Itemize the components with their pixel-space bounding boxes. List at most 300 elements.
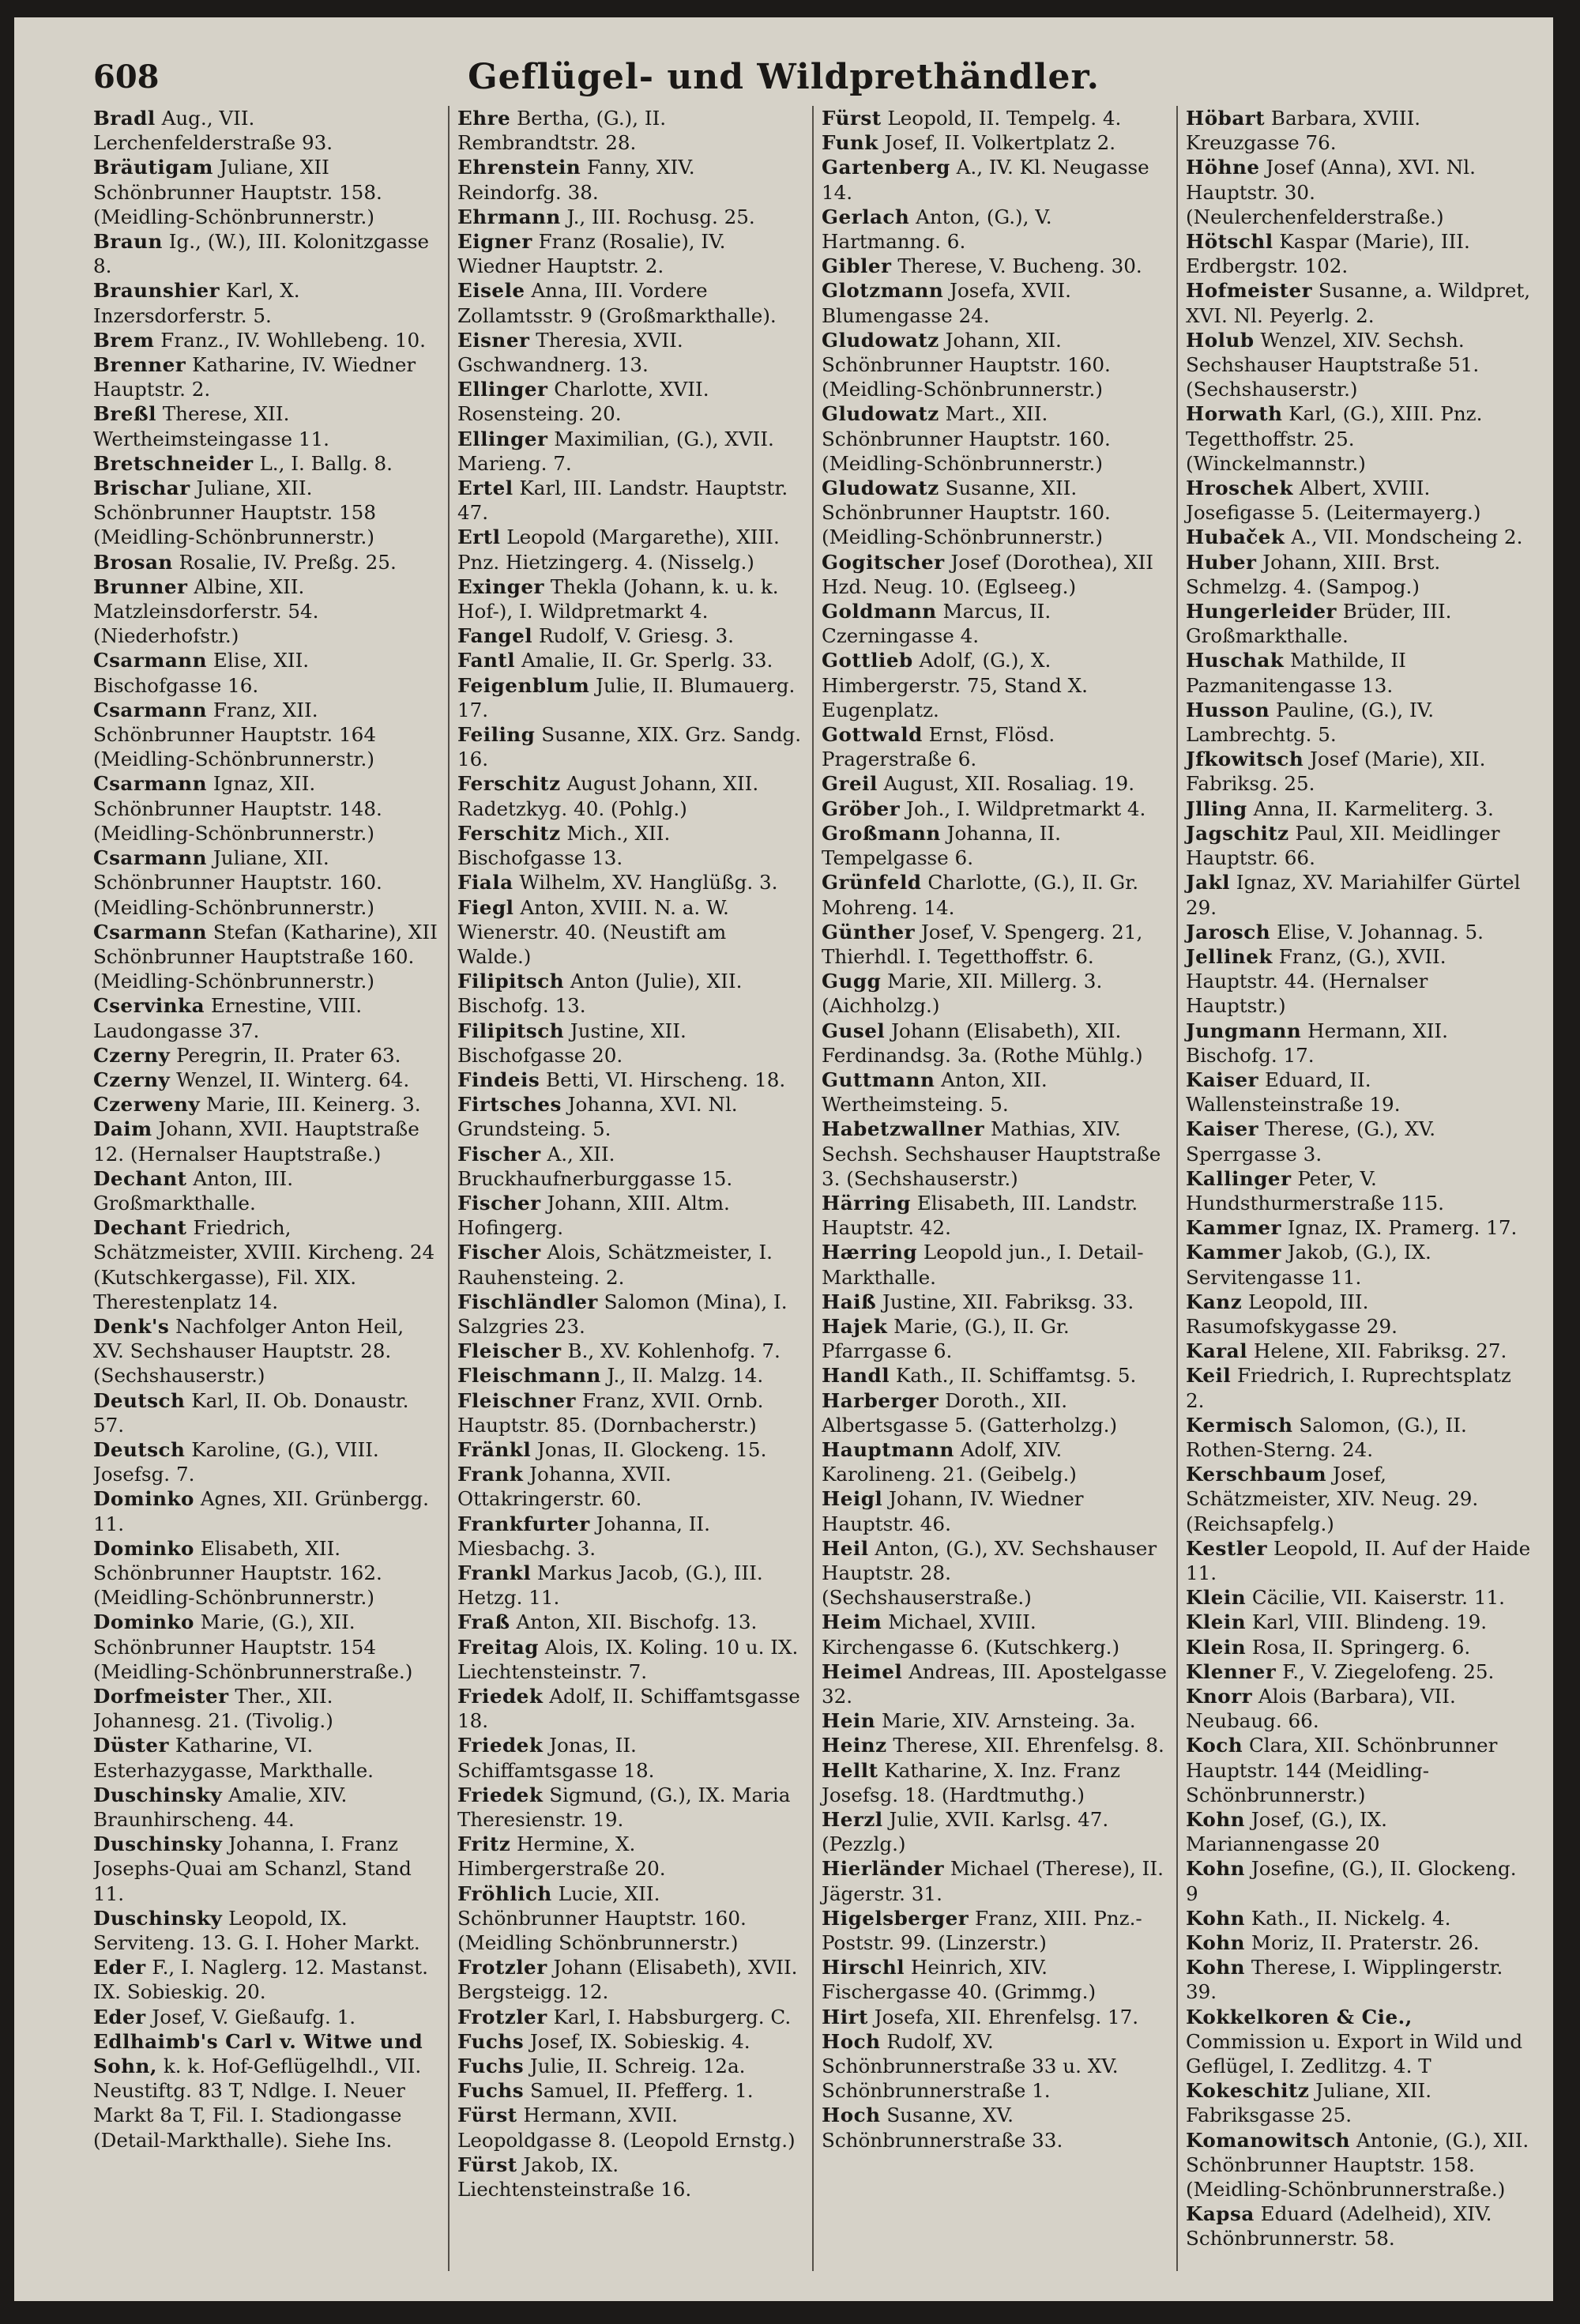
directory-entry [93, 1610, 438, 1684]
entry-name: Dorfmeister [93, 1685, 229, 1708]
directory-entry [457, 1363, 803, 1388]
directory-entry [93, 1783, 438, 1832]
entry-name: Gerlach [822, 205, 910, 228]
entry-name: Kallinger [1186, 1166, 1292, 1190]
entry-address: Johanna, I. Franz Josephs-Quai am Schanzl, Stand 11. [93, 1832, 412, 1905]
entry-name: Huschak [1186, 649, 1285, 672]
entry-name: Kanz [1186, 1290, 1243, 1313]
directory-entry [822, 722, 1167, 771]
entry-name: Frankl [457, 1561, 532, 1584]
entry-address: Franz, (G.), XVII. Hauptstr. 44. (Hernalser Hauptstr.) [1186, 944, 1446, 1018]
entry-address: Mathilde, II Pazmanitengasse 13. [1186, 649, 1406, 697]
entry-address: Amalie, II. Gr. Sperlg. 33. [521, 649, 773, 672]
directory-entry [1186, 1930, 1531, 1955]
directory-entry [457, 377, 803, 426]
entry-address: Leopold jun., I. Detail-Markthalle. [822, 1241, 1144, 1289]
directory-entry [93, 1486, 438, 1535]
directory-entry [457, 771, 803, 820]
entry-address: Juliane, XII. Schönbrunner Hauptstr. 160. (Meidling-Schönbrunnerstr.) [93, 846, 382, 919]
entry-address: Susanne, XV. Schönbrunnerstraße 33. [822, 2104, 1063, 2152]
entry-name: Hierländer [822, 1857, 945, 1881]
directory-entry [457, 205, 803, 229]
entry-name: Firtsches [457, 1093, 562, 1117]
entry-address: Jakob, IX. Liechtensteinstraße 16. [457, 2153, 692, 2202]
entry-address: Ignaz, XII. Schönbrunner Hauptstr. 148. (Meidling-Schönbrunnerstr.) [93, 772, 382, 845]
entry-name: Feiling [457, 723, 536, 747]
directory-entry [822, 401, 1167, 476]
entry-name: Bradl [93, 107, 156, 130]
entry-name: Csarmann [93, 772, 208, 796]
directory-entry [1186, 944, 1531, 1019]
directory-entry [93, 401, 438, 450]
entry-address: Mathias, XIV. Sechsh. Sechshauser Hauptstraße 3. (Sechshauserstr.) [822, 1117, 1161, 1190]
directory-entry [457, 1191, 803, 1240]
directory-entry [822, 1708, 1167, 1733]
directory-entry [93, 1832, 438, 1906]
directory-entry [93, 1906, 438, 1955]
directory-entry [822, 1758, 1167, 1807]
entry-name: Heimel [822, 1659, 903, 1683]
directory-entry [822, 648, 1167, 722]
entry-address: Johanna, II. Tempelgasse 6. [822, 821, 1062, 870]
directory-entry [457, 1240, 803, 1289]
directory-entry [822, 328, 1167, 402]
entry-address: Franz (Rosalie), IV. Wiedner Hauptstr. 2. [457, 230, 726, 278]
directory-entry [822, 920, 1167, 969]
directory-entry [457, 1437, 803, 1462]
page-title: Geflügel- und Wildprethändler. [468, 57, 1100, 97]
directory-entry [457, 1733, 803, 1782]
entry-address: Rudolf, XV. Schönbrunnerstraße 33 u. XV. Schönbrunnerstraße 1. [822, 2029, 1119, 2103]
entry-name: Bräutigam [93, 156, 213, 179]
entry-address: Anna, II. Karmeliterg. 3. [1253, 797, 1494, 820]
directory-entry [93, 550, 438, 574]
entry-name: Glotzmann [822, 279, 944, 303]
entry-address: Hermann, XVII. Leopoldgasse 8. (Leopold Ernstg.) [457, 2104, 796, 2152]
entry-name: Klein [1186, 1586, 1247, 1610]
entry-name: Braunshier [93, 279, 220, 303]
entry-address: Kath., II. Nickelg. 4. [1251, 1906, 1451, 1930]
directory-entry [457, 525, 803, 574]
entry-name: Breßl [93, 402, 156, 426]
entry-address: Anton, XII. Bischofg. 13. [516, 1610, 758, 1634]
directory-entry [457, 1955, 803, 2004]
entry-name: Eigner [457, 230, 532, 254]
entry-name: Duschinsky [93, 1906, 223, 1930]
entry-address: August Johann, XII. Radetzkyg. 40. (Pohlg.) [457, 772, 759, 820]
entry-name: Fraß [457, 1610, 510, 1634]
entry-name: Gibler [822, 254, 892, 278]
entry-name: Höbart [1186, 107, 1266, 130]
entry-name: Heinz [822, 1734, 887, 1757]
entry-address: Ther., XII. Johannesg. 21. (Tivolig.) [93, 1685, 333, 1733]
entry-name: Hötschl [1186, 230, 1273, 254]
directory-entry [1186, 698, 1531, 747]
entry-name: Hirt [822, 2005, 868, 2028]
entry-name: Denk's [93, 1314, 170, 1338]
entry-address: Lucie, XII. Schönbrunner Hauptstr. 160. (Meidling Schönbrunnerstr.) [457, 1881, 747, 1955]
entry-name: Eisele [457, 279, 525, 303]
directory-entry [1186, 1733, 1531, 1807]
entry-address: Ignaz, IX. Pramerg. 17. [1287, 1216, 1518, 1240]
entry-name: Friedek [457, 1734, 544, 1757]
entry-address: Anton (Julie), XII. Bischofg. 13. [457, 970, 743, 1018]
entry-address: F., V. Ziegelofeng. 25. [1282, 1659, 1495, 1683]
entry-name: Findeis [457, 1068, 540, 1091]
entry-name: Filipitsch [457, 970, 565, 993]
entry-address: Agnes, XII. Grünbergg. 11. [93, 1487, 429, 1535]
entry-address: Franz, XII. Schönbrunner Hauptstr. 164 (Meidling-Schönbrunnerstr.) [93, 698, 376, 771]
column-4 [1176, 106, 1531, 2271]
directory-entry [1186, 1610, 1531, 1634]
entry-name: Fröhlich [457, 1881, 552, 1905]
entry-address: Johann, XVII. Hauptstraße 12. (Hernalser Hauptstraße.) [93, 1117, 419, 1166]
directory-entry [822, 550, 1167, 599]
entry-address: Julie, II. Schreig. 12a. [529, 2055, 746, 2078]
entry-name: Gludowatz [822, 328, 939, 352]
directory-entry [1186, 599, 1531, 648]
directory-entry [457, 1610, 803, 1634]
entry-name: Ehre [457, 107, 511, 130]
directory-entry [457, 427, 803, 476]
entry-address: Franz, XVII. Ornb. Hauptstr. 85. (Dornbacherstr.) [457, 1388, 764, 1437]
directory-entry [822, 254, 1167, 278]
entry-address: Susanne, XII. Schönbrunner Hauptstr. 160. (Meidling-Schönbrunnerstr.) [822, 476, 1111, 549]
entry-address: Mart., XII. Schönbrunner Hauptstr. 160. (Meidling-Schönbrunnerstr.) [822, 402, 1111, 475]
entry-address: Wilhelm, XV. Hanglüßg. 3. [519, 871, 778, 895]
directory-entry [822, 797, 1167, 821]
entry-address: Leopold, IX. Serviteng. 13. G. I. Hoher Markt. [93, 1906, 420, 1955]
entry-name: Hofmeister [1186, 279, 1313, 303]
entry-name: Habetzwallner [822, 1117, 985, 1141]
directory-entry [822, 1733, 1167, 1757]
entry-name: Funk [822, 131, 878, 155]
directory-entry [457, 1783, 803, 1832]
directory-entry [1186, 155, 1531, 229]
directory-entry [822, 599, 1167, 648]
entry-name: Jarosch [1186, 920, 1271, 944]
entry-address: Josef, IX. Sobieskig. 4. [529, 2029, 750, 2053]
entry-address: Johann, IV. Wiedner Hauptstr. 46. [822, 1487, 1084, 1535]
entry-name: Fuchs [457, 2055, 525, 2078]
entry-address: Anton, XII. Wertheimsteing. 5. [822, 1068, 1048, 1117]
entry-address: Charlotte, XVII. Rosensteing. 20. [457, 378, 709, 426]
entry-name: Edlhaimb's Carl v. Witwe und Sohn, [93, 2029, 423, 2078]
entry-name: Csarmann [93, 846, 208, 870]
directory-entry [1186, 1807, 1531, 1856]
entry-address: Ig., (W.), III. Kolonitzgasse 8. [93, 230, 430, 278]
entry-name: Härring [822, 1191, 912, 1215]
entry-address: Josef (Dorothea), XII Hzd. Neug. 10. (Eglseeg.) [822, 550, 1154, 598]
directory-entry [93, 1092, 438, 1117]
directory-entry [93, 2029, 438, 2153]
directory-entry [822, 1437, 1167, 1486]
entry-name: Gottlieb [822, 649, 913, 672]
entry-address: Stefan (Katharine), XII Schönbrunner Hauptstraße 160. (Meidling-Schönbrunnerstr.) [93, 920, 438, 993]
entry-address: Karl, I. Habsburgerg. C. [553, 2005, 792, 2028]
entry-name: Keil [1186, 1364, 1232, 1388]
directory-entry [93, 846, 438, 920]
directory-entry [1186, 1856, 1531, 1905]
directory-page [14, 17, 1553, 2301]
directory-entry [822, 1388, 1167, 1437]
entry-name: Jungmann [1186, 1019, 1302, 1042]
entry-address: Therese, XII. Ehrenfelsg. 8. [893, 1734, 1164, 1757]
entry-address: Eduard, II. Wallensteinstraße 19. [1186, 1068, 1401, 1117]
directory-entry [1186, 920, 1531, 944]
entry-name: Fischer [457, 1142, 541, 1166]
entry-name: Hungerleider [1186, 600, 1337, 623]
entry-address: Anton, (G.), XV. Sechshauser Hauptstr. 28. (Sechshauserstraße.) [822, 1536, 1157, 1610]
entry-name: Jagschitz [1186, 821, 1289, 845]
entry-address: Albine, XII. Matzleinsdorferstr. 54. (Niederhofstr.) [93, 574, 319, 648]
directory-entry [1186, 1585, 1531, 1610]
entry-name: Frotzler [457, 1956, 547, 1979]
directory-entry [457, 1019, 803, 1068]
entry-address: Friedrich, I. Ruprechtsplatz 2. [1186, 1364, 1511, 1412]
entry-name: Kokeschitz [1186, 2079, 1310, 2103]
directory-entry [93, 155, 438, 229]
directory-entry [457, 623, 803, 648]
directory-entry [93, 2005, 438, 2029]
entry-name: Gogitscher [822, 550, 945, 574]
directory-entry [1186, 401, 1531, 476]
entry-address: Marie, III. Keinerg. 3. [205, 1093, 421, 1117]
entry-address: Therese, XII. Wertheimsteingasse 11. [93, 402, 329, 450]
directory-entry [93, 1215, 438, 1314]
entry-address: Andreas, III. Apostelgasse 32. [822, 1659, 1167, 1708]
entry-address: L., I. Ballg. 8. [259, 451, 393, 475]
directory-entry [822, 130, 1167, 155]
entry-name: Frank [457, 1463, 524, 1486]
entry-address: Sigmund, (G.), IX. Maria Theresienstr. 19. [457, 1783, 791, 1832]
directory-entry [457, 821, 803, 870]
entry-name: Deutsch [93, 1388, 186, 1412]
entry-name: Kermisch [1186, 1413, 1293, 1437]
entry-address: Clara, XII. Schönbrunner Hauptstr. 144 (Meidling-Schönbrunnerstr.) [1186, 1734, 1498, 1806]
directory-entry [822, 1314, 1167, 1363]
entry-name: Dechant [93, 1216, 187, 1240]
entry-address: k. k. Hof-Geflügelhdl., VII. Neustiftg. 83 T, Ndlge. I. Neuer Markt 8a T, Fil. I. Stadiongasse (Detail-Markthalle). Siehe Ins. [93, 2055, 422, 2152]
entry-address: Julie, XVII. Karlsg. 47. (Pezzlg.) [822, 1808, 1109, 1856]
entry-name: Hajek [822, 1314, 888, 1338]
directory-entry [457, 155, 803, 204]
directory-entry [93, 993, 438, 1042]
directory-entry [457, 2153, 803, 2202]
entry-address: Josef, II. Volkertplatz 2. [884, 131, 1116, 155]
directory-entry [1186, 1955, 1531, 2004]
directory-entry [93, 476, 438, 550]
entry-name: Hellt [822, 1758, 878, 1782]
entry-name: Frotzler [457, 2005, 547, 2028]
entry-name: Hoch [822, 2104, 881, 2127]
entry-name: Fischer [457, 1191, 541, 1215]
entry-address: Paul, XII. Meidlinger Hauptstr. 66. [1186, 821, 1500, 870]
entry-name: Ertel [457, 476, 514, 500]
entry-address: Anton, XVIII. N. a. W. Wienerstr. 40. (Neustift am Walde.) [457, 895, 729, 968]
entry-name: Csarmann [93, 920, 208, 944]
directory-entry [822, 2103, 1167, 2152]
directory-entry [93, 352, 438, 401]
entry-address: Hermine, X. Himbergerstraße 20. [457, 1832, 666, 1881]
entry-name: Dominko [93, 1487, 194, 1511]
directory-entry [457, 2078, 803, 2103]
directory-entry [1186, 1166, 1531, 1215]
entry-address: Johann, XIII. Altm. Hofingerg. [457, 1191, 730, 1240]
entry-name: Klenner [1186, 1659, 1277, 1683]
directory-entry [1186, 1536, 1531, 1585]
entry-address: Leopold, II. Tempelg. 4. [887, 107, 1122, 130]
directory-entry [822, 1290, 1167, 1314]
entry-address: Antonie, (G.), XII. Schönbrunner Hauptstr. 158. (Meidling-Schönbrunnerstraße.) [1186, 2128, 1529, 2202]
directory-entry [822, 1240, 1167, 1289]
entry-name: Fiegl [457, 895, 514, 919]
directory-entry [822, 1856, 1167, 1905]
entry-address: Karl, (G.), XIII. Pnz. Tegetthoffstr. 25. (Winckelmannstr.) [1186, 402, 1483, 475]
entry-name: Dominko [93, 1536, 194, 1560]
directory-entry [822, 1536, 1167, 1610]
entry-name: Kohn [1186, 1808, 1246, 1832]
entry-name: Kerschbaum [1186, 1463, 1327, 1486]
directory-entry [457, 1068, 803, 1092]
entry-address: Fanny, XIV. Reindorfg. 38. [457, 156, 695, 204]
directory-entry [457, 1512, 803, 1561]
directory-entry [822, 155, 1167, 204]
directory-entry [93, 106, 438, 155]
entry-address: Wenzel, XIV. Sechsh. Sechshauser Hauptstraße 51. (Sechshauserstr.) [1186, 328, 1480, 401]
directory-entry [822, 1486, 1167, 1535]
entry-name: Fischländler [457, 1290, 598, 1313]
directory-entry [457, 969, 803, 1018]
directory-entry [457, 1092, 803, 1141]
entry-name: Jellinek [1186, 944, 1273, 968]
entry-address: Johann, XII. Schönbrunner Hauptstr. 160. (Meidling-Schönbrunnerstr.) [822, 328, 1111, 401]
entry-address: Johann (Elisabeth), XVII. Bergsteigg. 12. [457, 1956, 798, 2004]
entry-name: Hroschek [1186, 476, 1293, 500]
entry-name: Hubaček [1186, 525, 1285, 549]
entry-address: Commission u. Export in Wild und Geflügel, I. Zedlitzg. 4. T [1186, 2029, 1523, 2078]
directory-entry [822, 1906, 1167, 1955]
directory-entry [1186, 1659, 1531, 1684]
directory-entry [1186, 1684, 1531, 1733]
entry-name: Fiala [457, 871, 514, 895]
entry-address: Johanna, XVII. Ottakringerstr. 60. [457, 1463, 672, 1511]
entry-name: Greil [822, 772, 878, 796]
entry-address: Karoline, (G.), VIII. Josefsg. 7. [93, 1437, 379, 1486]
entry-name: Kestler [1186, 1536, 1268, 1560]
directory-entry [457, 1881, 803, 1956]
directory-entry [457, 328, 803, 377]
directory-entry [93, 1955, 438, 2004]
entry-name: Gugg [822, 970, 882, 993]
directory-entry [822, 870, 1167, 919]
directory-entry [822, 476, 1167, 550]
directory-entry [457, 2029, 803, 2054]
entry-name: Duschinsky [93, 1783, 223, 1806]
directory-entry [1186, 1462, 1531, 1536]
entry-name: Jakl [1186, 871, 1230, 895]
directory-entry [93, 1166, 438, 1215]
entry-name: Frankfurter [457, 1512, 590, 1535]
directory-entry [1186, 328, 1531, 402]
entry-address: Jonas, II. Glockeng. 15. [537, 1437, 767, 1461]
directory-entry [822, 1117, 1167, 1191]
column-1 [93, 106, 438, 2271]
entry-name: Fischer [457, 1241, 541, 1264]
entry-name: Hein [822, 1709, 876, 1733]
directory-entry [822, 1955, 1167, 2004]
entry-name: Brem [93, 328, 155, 352]
directory-entry [457, 2054, 803, 2078]
directory-entry [457, 1684, 803, 1733]
entry-name: Klein [1186, 1610, 1247, 1634]
directory-entry [1186, 2128, 1531, 2202]
directory-entry [93, 574, 438, 649]
entry-name: Gröber [822, 797, 901, 820]
entry-address: Anna, III. Vordere Zollamtsstr. 9 (Großmarkthalle). [457, 279, 777, 327]
entry-address: Theresia, XVII. Gschwandnerg. 13. [457, 328, 683, 377]
entry-name: Dominko [93, 1610, 194, 1634]
directory-entry [1186, 747, 1531, 796]
entry-address: Michael, XVIII. Kirchengasse 6. (Kutschkerg.) [822, 1610, 1120, 1659]
entry-address: Adolf, (G.), X. Himbergerstr. 75, Stand X. Eugenplatz. [822, 649, 1088, 721]
directory-entry [93, 698, 438, 772]
entry-name: Jfkowitsch [1186, 748, 1304, 771]
directory-entry [93, 328, 438, 352]
entry-address: Hermann, XII. Bischofg. 17. [1186, 1019, 1448, 1067]
entry-name: Daim [93, 1117, 152, 1141]
entry-name: Ertl [457, 525, 501, 549]
entry-name: Jlling [1186, 797, 1247, 820]
entry-address: Josefine, (G.), II. Glockeng. 9 [1186, 1857, 1517, 1905]
entry-name: Fritz [457, 1832, 511, 1856]
entry-address: Barbara, XVIII. Kreuzgasse 76. [1186, 107, 1421, 155]
entry-name: Kammer [1186, 1241, 1281, 1264]
directory-entry [1186, 821, 1531, 870]
entry-address: Elisabeth, XII. Schönbrunner Hauptstr. 162. (Meidling-Schönbrunnerstr.) [93, 1536, 382, 1610]
entry-name: Fantl [457, 649, 516, 672]
entry-address: Alois (Barbara), VII. Neubaug. 66. [1186, 1685, 1456, 1733]
directory-entry [93, 1684, 438, 1733]
entry-address: Justine, XII. Bischofgasse 20. [457, 1019, 687, 1067]
column-3 [812, 106, 1167, 2271]
entry-address: F., I. Naglerg. 12. Mastanst. IX. Sobieskig. 20. [93, 1956, 428, 2004]
entry-address: Karl, X. Inzersdorferstr. 5. [93, 279, 300, 327]
entry-address: Marcus, II. Czerningasse 4. [822, 600, 1051, 648]
entry-address: Ernst, Flösd. Pragerstraße 6. [822, 723, 1055, 771]
directory-entry [457, 106, 803, 155]
entry-address: Markus Jacob, (G.), III. Hetzg. 11. [457, 1561, 763, 1610]
directory-entry [1186, 106, 1531, 155]
entry-name: Hoch [822, 2029, 881, 2053]
entry-name: Höhne [1186, 156, 1260, 179]
entry-address: Alois, Schätzmeister, I. Rauhensteing. 2. [457, 1241, 773, 1289]
entry-name: Fleischner [457, 1388, 576, 1412]
entry-name: Czerweny [93, 1093, 201, 1117]
entry-address: Elisabeth, III. Landstr. Hauptstr. 42. [822, 1191, 1138, 1240]
directory-entry [457, 278, 803, 327]
entry-address: Jonas, II. Schiffamtsgasse 18. [457, 1734, 655, 1782]
entry-name: Harberger [822, 1388, 939, 1412]
entry-name: Huber [1186, 550, 1257, 574]
entry-name: Feigenblum [457, 673, 590, 697]
directory-entry [93, 771, 438, 846]
entry-name: Friedek [457, 1783, 544, 1806]
entry-address: Franz., IV. Wohllebeng. 10. [160, 328, 426, 352]
directory-entry [457, 1462, 803, 1511]
entry-name: Gartenberg [822, 156, 950, 179]
entry-address: Alois, IX. Koling. 10 u. IX. Liechtensteinstr. 7. [457, 1635, 799, 1683]
